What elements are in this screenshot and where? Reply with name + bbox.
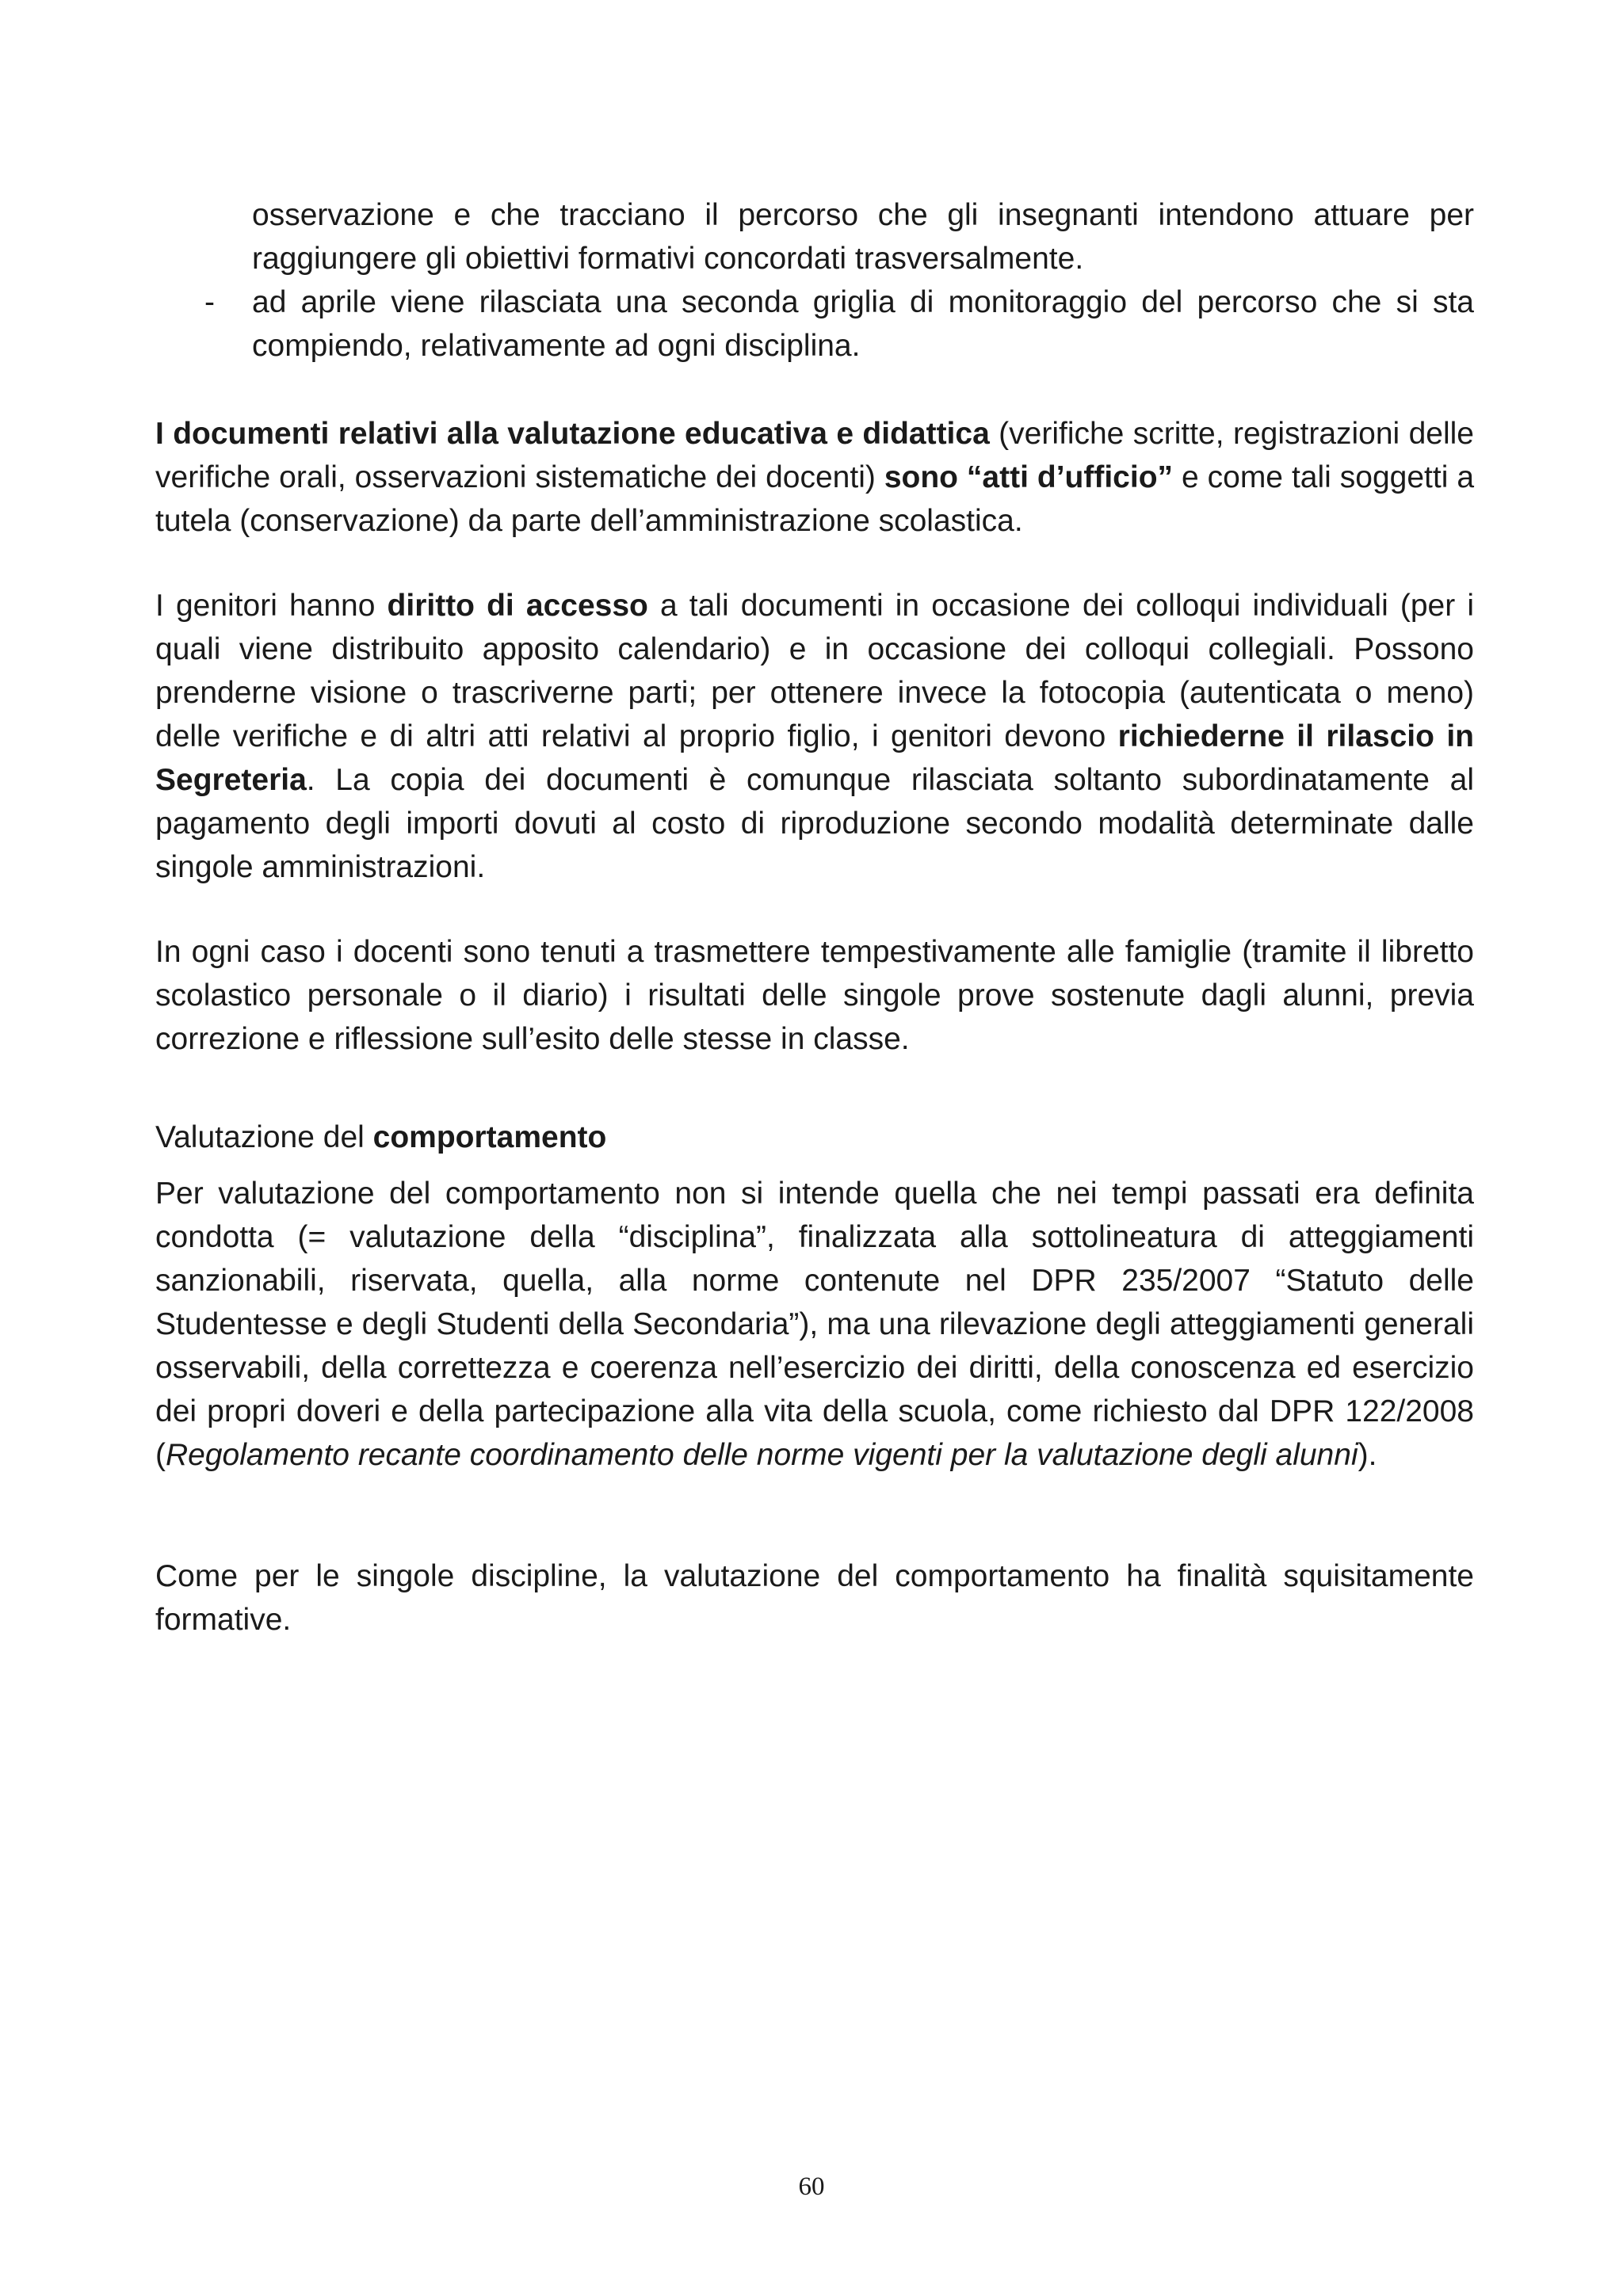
text-run: ). [1358, 1438, 1377, 1472]
paragraph-documents [155, 412, 1474, 543]
text-run: a tali documenti in occasione dei colloqui individuali (per i quali viene distribuito apposito calendario) e in occasione dei colloqui collegiali. Possono prenderne visione o trascriverne parti; per ottenere invece la fotocopia (autenticata o meno) delle verifiche e di altri atti relativi al proprio figlio, i genitori devono [155, 589, 1474, 753]
paragraph-behaviour [155, 1172, 1474, 1477]
paragraph-text: In ogni caso i docenti sono tenuti a trasmettere tempestivamente alle famiglie (tramite il libretto scolastico personale o il diario) i risultati delle singole prove sostenute dagli alunni, previa correzione e riflessione sull’esito delle stesse in classe. [155, 935, 1474, 1056]
list-item-text: ad aprile viene rilasciata una seconda griglia di monitoraggio del percorso che si sta compiendo, relativamente ad ogni disciplina. [252, 285, 1474, 363]
list-item [155, 280, 1474, 368]
bold-phrase: sono “atti d’ufficio” [884, 460, 1174, 494]
bold-phrase: richiederne il rilascio in Segreteria [155, 719, 1474, 797]
paragraph-formative [155, 1554, 1474, 1642]
italic-title: Regolamento recante coordinamento delle norme vigenti per la valutazione degli alunni [166, 1438, 1358, 1472]
text-run: (verifiche scritte, registrazioni delle verifiche orali, osservazioni sistematiche dei docenti) [155, 417, 1474, 494]
bold-phrase: diritto di accesso [387, 589, 648, 623]
page-number: 60 [798, 2172, 825, 2201]
section-heading [155, 1116, 1474, 1159]
heading-text: Valutazione del [155, 1120, 373, 1154]
list-continuation [155, 193, 1474, 368]
text-run: I genitori hanno [155, 589, 388, 623]
text-run: Per valutazione del comportamento non si intende quella che nei tempi passati era definita condotta (= valutazione della “disciplina”, finalizzata alla sottolineatura di atteggiamenti sanzionabili, riservata, quella, alla norme contenute nel DPR 235/2007 “Statuto delle Studentesse e degli Studenti della Secondaria”), ma una rilevazione degli atteggiamenti generali osservabili, della correttezza e coerenza nell’esercizio dei diritti, della conoscenza ed esercizio dei propri doveri e della partecipazione alla vita della scuola, come richiesto dal DPR 122/2008 ( [155, 1177, 1474, 1472]
text-run: . La copia dei documenti è comunque rilasciata soltanto subordinatamente al pagamento degli importi dovuti al costo di riproduzione secondo modalità determinate dalle singole amministrazioni. [155, 763, 1474, 884]
paragraph-access [155, 584, 1474, 889]
paragraph-results [155, 930, 1474, 1061]
bold-phrase: I documenti relativi alla valutazione educativa e didattica [155, 417, 990, 451]
bullet-dash: - [204, 285, 215, 319]
list-item-text: osservazione e che tracciano il percorso che gli insegnanti intendono attuare per raggiungere gli obiettivi formativi concordati trasversalmente. [252, 198, 1474, 276]
heading-bold: comportamento [372, 1120, 607, 1154]
paragraph-text: Come per le singole discipline, la valutazione del comportamento ha finalità squisitamente formative. [155, 1559, 1474, 1637]
text-run: e come tali soggetti a tutela (conservazione) da parte dell’amministrazione scolastica. [155, 460, 1475, 538]
